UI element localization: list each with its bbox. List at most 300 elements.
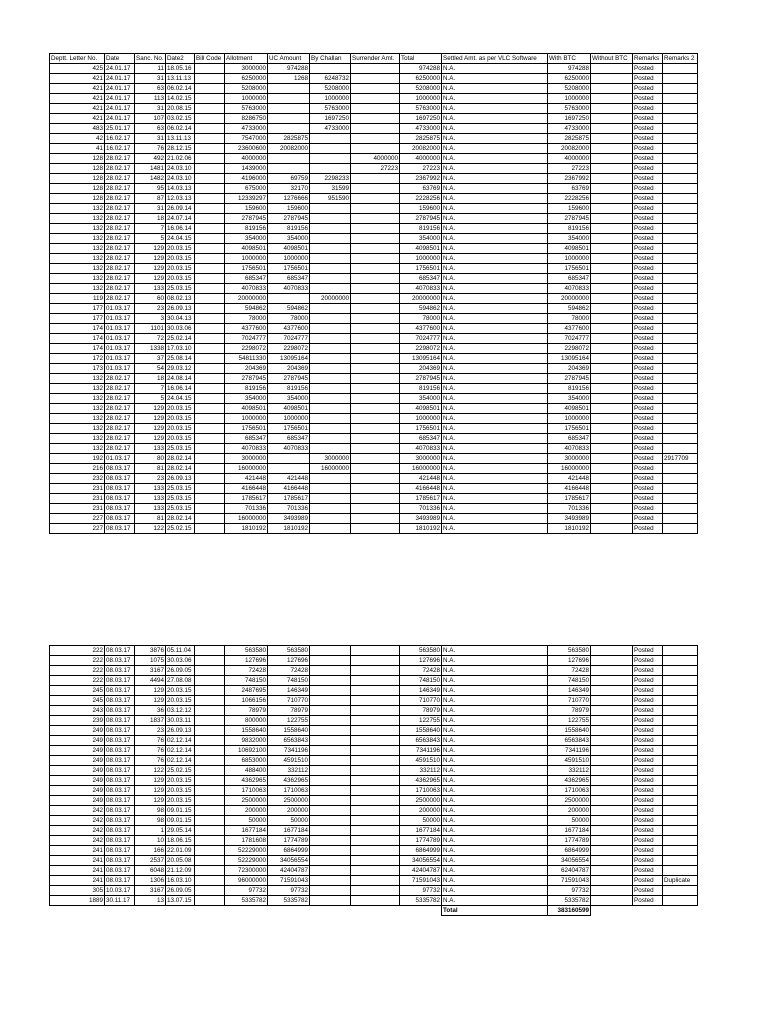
table-cell	[591, 424, 633, 434]
table-cell: 16000000	[400, 464, 442, 474]
table-cell: 305	[50, 886, 105, 896]
table-cell	[351, 454, 400, 464]
table-cell: 24.01.17	[105, 114, 135, 124]
table-cell: 6563843	[400, 736, 442, 746]
table-cell: Posted	[633, 344, 663, 354]
table-cell: 128	[50, 154, 105, 164]
table-row	[50, 454, 698, 464]
table-cell	[591, 134, 633, 144]
table-cell: 27223	[351, 164, 400, 174]
table-cell	[591, 796, 633, 806]
table-cell	[663, 114, 698, 124]
table-cell: 13095164	[268, 354, 310, 364]
table-cell: N.A.	[442, 434, 548, 444]
table-cell: N.A.	[442, 244, 548, 254]
table-cell: N.A.	[442, 736, 548, 746]
table-cell: 08.03.17	[105, 866, 135, 876]
table-cell	[351, 474, 400, 484]
table-cell	[663, 324, 698, 334]
table-cell: 159600	[225, 204, 268, 214]
table-cell: N.A.	[442, 454, 548, 464]
table-cell	[195, 344, 225, 354]
table-cell	[663, 806, 698, 816]
table-cell	[195, 856, 225, 866]
table-cell	[195, 656, 225, 666]
table-cell	[195, 424, 225, 434]
table-cell: 241	[50, 876, 105, 886]
table-cell: 1000000	[268, 414, 310, 424]
table-cell: 421448	[225, 474, 268, 484]
table-cell	[591, 224, 633, 234]
table-cell	[195, 434, 225, 444]
column-header: Remarks 2	[663, 54, 698, 64]
table-cell: 172	[50, 354, 105, 364]
table-cell: N.A.	[442, 154, 548, 164]
table-cell: 20.03.15	[166, 786, 195, 796]
table-cell	[663, 374, 698, 384]
table-cell: 128	[50, 174, 105, 184]
table-cell	[663, 766, 698, 776]
table-cell	[195, 514, 225, 524]
table-cell: Posted	[633, 114, 663, 124]
table-cell: 146349	[548, 686, 591, 696]
table-cell: 6864999	[548, 846, 591, 856]
column-header: Sanc. No.	[136, 55, 164, 62]
table-cell: 132	[50, 444, 105, 454]
table-cell: 52229000	[225, 846, 268, 856]
table-cell: 25.02.15	[166, 524, 195, 534]
table-cell	[591, 846, 633, 856]
table-cell: 129	[135, 424, 166, 434]
table-cell: 421	[50, 84, 105, 94]
table-cell: 42404787	[268, 866, 310, 876]
table-cell: 7341196	[268, 746, 310, 756]
table-cell: 20.05.08	[166, 856, 195, 866]
empty-cell	[351, 906, 400, 916]
table-cell: 28.02.17	[105, 224, 135, 234]
table-cell: 4000000	[225, 154, 268, 164]
table-cell: 132	[50, 424, 105, 434]
table-cell: 63769	[548, 184, 591, 194]
table-cell	[351, 204, 400, 214]
table-cell: N.A.	[442, 746, 548, 756]
table-cell: Posted	[633, 816, 663, 826]
table-cell: 12339297	[225, 194, 268, 204]
table-cell	[591, 494, 633, 504]
table-cell	[591, 354, 633, 364]
table-row	[50, 866, 698, 876]
table-cell	[591, 294, 633, 304]
empty-cell	[195, 906, 225, 916]
table-row	[50, 364, 698, 374]
table-cell: N.A.	[442, 696, 548, 706]
table-cell: 14.03.13	[166, 184, 195, 194]
table-cell	[310, 164, 351, 174]
table-cell: Posted	[633, 836, 663, 846]
table-cell	[351, 866, 400, 876]
table-cell: Posted	[633, 144, 663, 154]
table-cell: 54811330	[225, 354, 268, 364]
empty-cell	[268, 906, 310, 916]
table-cell	[663, 104, 698, 114]
table-cell: Posted	[633, 676, 663, 686]
table-cell: Posted	[633, 284, 663, 294]
table-cell	[591, 876, 633, 886]
table-cell	[195, 114, 225, 124]
table-cell	[195, 384, 225, 394]
table-row	[50, 776, 698, 786]
table-cell	[663, 204, 698, 214]
table-cell: N.A.	[442, 524, 548, 534]
table-cell	[351, 144, 400, 154]
table-cell: Posted	[633, 184, 663, 194]
table-cell	[351, 94, 400, 104]
table-cell	[663, 64, 698, 74]
table-cell	[310, 414, 351, 424]
table-cell: N.A.	[442, 334, 548, 344]
table-cell: 122	[135, 766, 166, 776]
table-cell: 29.05.14	[166, 826, 195, 836]
table-cell: Posted	[633, 154, 663, 164]
table-cell: 9832000	[225, 736, 268, 746]
table-cell	[591, 374, 633, 384]
table-cell	[351, 284, 400, 294]
table-cell	[591, 464, 633, 474]
table-cell	[351, 494, 400, 504]
column-header: Without BTC	[591, 54, 633, 64]
table-cell	[591, 314, 633, 324]
table-cell: 132	[50, 214, 105, 224]
column-header: Surrender Amt.	[351, 54, 400, 64]
table-cell: 974288	[548, 64, 591, 74]
table-cell	[351, 726, 400, 736]
table-cell	[310, 726, 351, 736]
table-cell: 974288	[268, 64, 310, 74]
table-cell: 5335782	[400, 896, 442, 906]
table-cell: 7547000	[225, 134, 268, 144]
table-cell: 819156	[268, 384, 310, 394]
table-cell	[195, 364, 225, 374]
table-cell: 1677184	[400, 826, 442, 836]
table-cell	[591, 524, 633, 534]
table-cell	[351, 274, 400, 284]
table-cell: 76	[135, 746, 166, 756]
table-cell: 232	[50, 474, 105, 484]
table-cell	[351, 194, 400, 204]
table-cell: 08.02.13	[166, 294, 195, 304]
table-cell: Posted	[633, 244, 663, 254]
table-cell	[591, 776, 633, 786]
table-cell: N.A.	[442, 776, 548, 786]
table-cell: 241	[50, 856, 105, 866]
table-cell	[663, 736, 698, 746]
table-row	[50, 706, 698, 716]
table-cell: 28.02.17	[105, 254, 135, 264]
table-cell: 204369	[548, 364, 591, 374]
table-cell: Posted	[633, 514, 663, 524]
table-cell	[663, 194, 698, 204]
table-cell	[195, 796, 225, 806]
table-cell: 242	[50, 826, 105, 836]
table-cell: 08.03.17	[105, 806, 135, 816]
table-cell: 4377600	[268, 324, 310, 334]
table-cell	[195, 846, 225, 856]
table-cell: 819156	[225, 224, 268, 234]
table-row	[50, 154, 698, 164]
table-cell	[663, 164, 698, 174]
table-cell: 421448	[548, 474, 591, 484]
table-cell	[310, 274, 351, 284]
table-cell: 1756501	[548, 424, 591, 434]
table-cell: 3000000	[548, 454, 591, 464]
table-cell	[591, 344, 633, 354]
table-cell: 21.12.09	[166, 866, 195, 876]
table-cell: N.A.	[442, 896, 548, 906]
table-cell	[591, 334, 633, 344]
table-row	[50, 234, 698, 244]
table-cell	[351, 524, 400, 534]
table-cell: 122755	[400, 716, 442, 726]
table-cell	[591, 786, 633, 796]
table-cell: 132	[50, 434, 105, 444]
table-cell: 6563843	[548, 736, 591, 746]
table-cell: 4733000	[225, 124, 268, 134]
table-cell: 28.02.17	[105, 184, 135, 194]
table-cell: 200000	[548, 806, 591, 816]
table-cell: 675000	[225, 184, 268, 194]
table-cell	[195, 354, 225, 364]
table-cell	[310, 776, 351, 786]
table-cell	[195, 836, 225, 846]
table-cell: 1785617	[548, 494, 591, 504]
table-cell: 421	[50, 94, 105, 104]
table-cell: 129	[135, 254, 166, 264]
table-cell	[195, 766, 225, 776]
table-cell: 4000000	[548, 154, 591, 164]
table-cell: 18.06.15	[166, 836, 195, 846]
table-cell	[663, 716, 698, 726]
table-cell	[351, 374, 400, 384]
table-cell: N.A.	[442, 64, 548, 74]
table-cell: 20.03.15	[166, 254, 195, 264]
table-cell	[663, 94, 698, 104]
table-cell: 3	[135, 314, 166, 324]
table-cell: Posted	[633, 686, 663, 696]
table-cell: 685347	[268, 434, 310, 444]
table-cell	[195, 104, 225, 114]
table-cell: 241	[50, 866, 105, 876]
table-cell: 245	[50, 696, 105, 706]
table-cell: 42404787	[400, 866, 442, 876]
table-cell: 4000000	[351, 154, 400, 164]
table-cell: 1268	[268, 74, 310, 84]
table-cell	[591, 104, 633, 114]
table-cell: 132	[50, 204, 105, 214]
table-cell: 2825875	[268, 134, 310, 144]
table-cell: N.A.	[442, 484, 548, 494]
table-cell: 488400	[225, 766, 268, 776]
table-cell: Posted	[633, 364, 663, 374]
table-row	[50, 144, 698, 154]
table-cell: 1756501	[548, 264, 591, 274]
table-cell: 1075	[135, 656, 166, 666]
table-cell: 24.01.17	[105, 104, 135, 114]
table-row	[50, 796, 698, 806]
table-cell	[591, 284, 633, 294]
table-cell	[195, 786, 225, 796]
table-cell: 2787945	[548, 214, 591, 224]
table-cell: N.A.	[442, 384, 548, 394]
table-cell: Posted	[633, 454, 663, 464]
table-cell: 4166448	[548, 484, 591, 494]
table-cell: 5335782	[548, 896, 591, 906]
table-cell: N.A.	[442, 464, 548, 474]
table-cell: N.A.	[442, 846, 548, 856]
table-cell	[591, 676, 633, 686]
table-cell	[591, 164, 633, 174]
table-cell	[663, 424, 698, 434]
table-cell: 7341196	[548, 746, 591, 756]
table-cell	[663, 886, 698, 896]
table-cell: 177	[50, 314, 105, 324]
table-cell	[195, 374, 225, 384]
table-cell	[663, 74, 698, 84]
table-cell: 7	[135, 224, 166, 234]
table-cell: 81	[135, 514, 166, 524]
table-cell: 28.02.17	[105, 384, 135, 394]
table-cell	[591, 154, 633, 164]
table-cell: 23	[135, 304, 166, 314]
table-cell	[351, 394, 400, 404]
table-cell: 7	[135, 384, 166, 394]
table-cell: 7024777	[548, 334, 591, 344]
table-cell: 28.02.17	[105, 264, 135, 274]
table-cell: Posted	[633, 806, 663, 816]
table-cell: N.A.	[442, 826, 548, 836]
table-cell: 1781608	[225, 836, 268, 846]
table-cell: 132	[50, 224, 105, 234]
table-cell: 354000	[548, 394, 591, 404]
table-cell	[351, 484, 400, 494]
table-cell: 4070833	[268, 284, 310, 294]
table-cell	[663, 866, 698, 876]
table-cell: N.A.	[442, 494, 548, 504]
table-cell	[591, 756, 633, 766]
table-row	[50, 74, 698, 84]
table-cell: 4377600	[548, 324, 591, 334]
table-row	[50, 164, 698, 174]
table-cell: 28.02.17	[105, 284, 135, 294]
table-cell: 421	[50, 104, 105, 114]
table-cell: 28.02.17	[105, 424, 135, 434]
table-cell: 2228256	[548, 194, 591, 204]
table-cell: N.A.	[442, 204, 548, 214]
table-cell: 4362965	[268, 776, 310, 786]
table-cell	[591, 514, 633, 524]
table-cell: 563580	[268, 646, 310, 656]
table-cell	[591, 504, 633, 514]
table-cell: Posted	[633, 876, 663, 886]
table-cell	[351, 304, 400, 314]
table-cell: Posted	[633, 234, 663, 244]
table-row	[50, 354, 698, 364]
table-cell: 01.03.17	[105, 334, 135, 344]
table-cell	[591, 194, 633, 204]
table-cell: 227	[50, 524, 105, 534]
table-cell	[310, 876, 351, 886]
table-cell: 4098501	[225, 404, 268, 414]
table-cell: 26.09.13	[166, 726, 195, 736]
table-cell: 6864999	[268, 846, 310, 856]
table-cell: 192	[50, 454, 105, 464]
table-cell: 685347	[268, 274, 310, 284]
empty-cell	[50, 906, 105, 916]
table-cell	[591, 124, 633, 134]
table-cell: 563580	[225, 646, 268, 656]
table-cell	[351, 354, 400, 364]
table-cell	[351, 826, 400, 836]
table-row	[50, 716, 698, 726]
table-cell: 01.03.17	[105, 304, 135, 314]
table-cell: 2787945	[400, 214, 442, 224]
table-cell	[310, 666, 351, 676]
table-cell: Posted	[633, 104, 663, 114]
table-cell	[591, 806, 633, 816]
table-cell: 354000	[268, 394, 310, 404]
table-cell: 127696	[225, 656, 268, 666]
table-cell: 3000000	[225, 64, 268, 74]
table-cell: 5	[135, 394, 166, 404]
table-cell: N.A.	[442, 234, 548, 244]
table-cell: Posted	[633, 304, 663, 314]
table-cell: 132	[50, 384, 105, 394]
table-cell	[195, 756, 225, 766]
table-cell: 2487695	[225, 686, 268, 696]
table-cell	[195, 234, 225, 244]
table-cell: N.A.	[442, 114, 548, 124]
table-cell	[351, 124, 400, 134]
table-cell	[663, 816, 698, 826]
table-cell: 748150	[225, 676, 268, 686]
table-cell	[663, 756, 698, 766]
table-cell	[663, 134, 698, 144]
table-cell: 241	[50, 846, 105, 856]
table-cell: 132	[50, 394, 105, 404]
table-cell: 20.03.15	[166, 796, 195, 806]
table-cell: 483	[50, 124, 105, 134]
table-cell: 7024777	[268, 334, 310, 344]
table-cell: 129	[135, 274, 166, 284]
table-cell	[310, 816, 351, 826]
table-cell: 2228256	[400, 194, 442, 204]
table-cell: 20.08.15	[166, 104, 195, 114]
table-cell	[591, 716, 633, 726]
table-cell: 27223	[548, 164, 591, 174]
table-cell: 819156	[548, 224, 591, 234]
table-cell: 14.02.15	[166, 94, 195, 104]
table-cell	[195, 776, 225, 786]
table-cell: 28.02.17	[105, 394, 135, 404]
table-cell: 97732	[400, 886, 442, 896]
table-cell	[195, 876, 225, 886]
table-cell: Posted	[633, 214, 663, 224]
table-cell: 1066156	[225, 696, 268, 706]
table-cell: 20.03.15	[166, 696, 195, 706]
table-cell: 2537	[135, 856, 166, 866]
table-cell	[663, 254, 698, 264]
table-cell	[310, 746, 351, 756]
table-cell	[195, 284, 225, 294]
